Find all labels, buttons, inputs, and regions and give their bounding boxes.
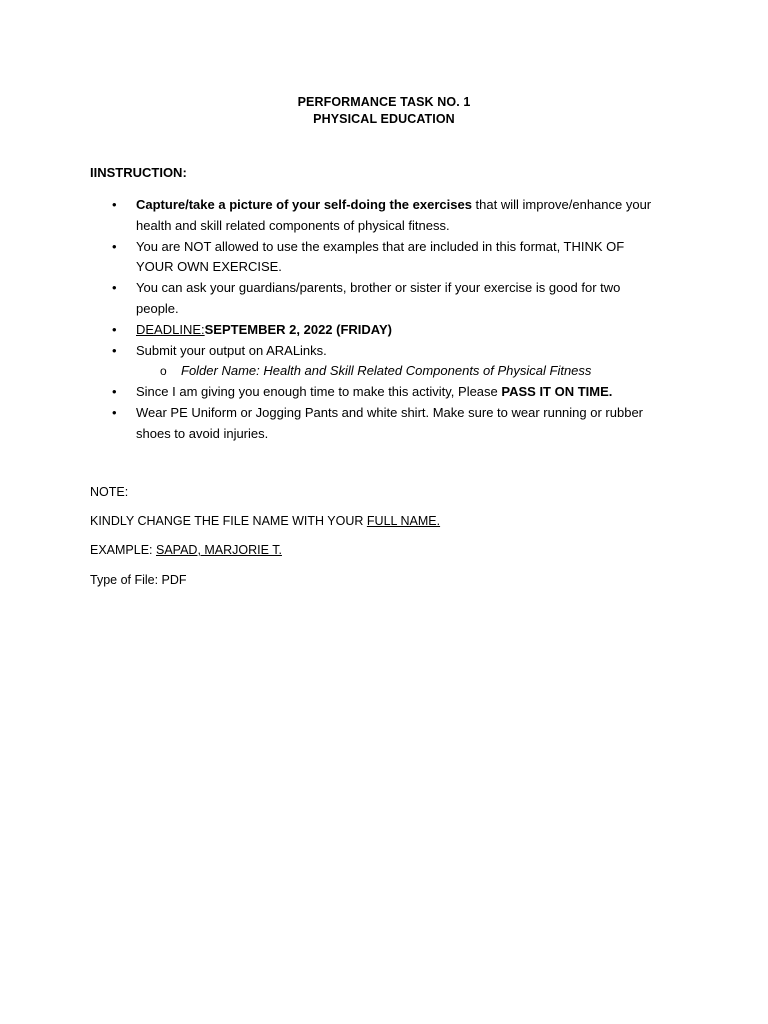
example-line [90,543,282,557]
list-item [90,320,690,341]
full-name-underlined: FULL NAME. [366,514,441,528]
uniform-text-2: shoes to avoid injuries. [136,425,269,441]
list-item [90,403,690,445]
bullet-icon: • [112,238,117,254]
bullet-icon: • [112,384,117,400]
bullet-icon: • [112,342,117,358]
subject-title: PHYSICAL EDUCATION [313,112,455,126]
list-item [90,382,690,403]
list-item [90,237,690,279]
own-exercise-text-2: YOUR OWN EXERCISE. [136,259,282,275]
list-item [90,341,690,362]
page-title: PERFORMANCE TASK NO. 1 [297,95,471,109]
uniform-text: Wear PE Uniform or Jogging Pants and white shirt. Make sure to wear running or rubber [136,404,643,420]
folder-name-text: Folder Name: Health and Skill Related Components of Physical Fitness [181,363,592,379]
bullet-icon: • [112,404,117,420]
submit-text: Submit your output on ARALinks. [136,342,327,358]
bullet-icon: • [112,280,117,296]
capture-instruction-text-2: health and skill related components of physical fitness. [136,217,450,233]
bullet-icon: • [112,321,117,337]
file-name-instruction [90,514,440,528]
bullet-icon: • [112,197,117,212]
instruction-list [90,195,690,445]
instruction-heading: IINSTRUCTION: [90,165,187,180]
file-type: Type of File: PDF [90,573,187,587]
example-value: SAPAD, MARJORIE T. [156,543,282,557]
list-item [90,278,690,320]
list-item [90,195,690,237]
sub-list-item [90,361,690,382]
guardians-text: You can ask your guardians/parents, brother or sister if your exercise is good for two [136,280,621,296]
guardians-text-2: people. [136,300,179,316]
file-name-text: KINDLY CHANGE THE FILE NAME WITH YOUR [90,514,367,528]
capture-instruction-bold: Capture/take a picture of your self-doing the exercises [136,197,472,212]
pass-on-time-bold: PASS IT ON TIME. [501,384,613,400]
note-label: NOTE: [90,485,129,499]
own-exercise-text: You are NOT allowed to use the examples that are included in this format, THINK OF [136,238,625,254]
pass-on-time-text: Since I am giving you enough time to make this activity, Please [136,384,502,400]
circle-bullet-icon: o [160,364,167,379]
example-label: EXAMPLE: [90,543,156,557]
deadline-label: DEADLINE: [136,321,205,337]
deadline-value: SEPTEMBER 2, 2022 (FRIDAY) [204,321,392,337]
capture-instruction-text: that will improve/enhance your [471,197,652,212]
